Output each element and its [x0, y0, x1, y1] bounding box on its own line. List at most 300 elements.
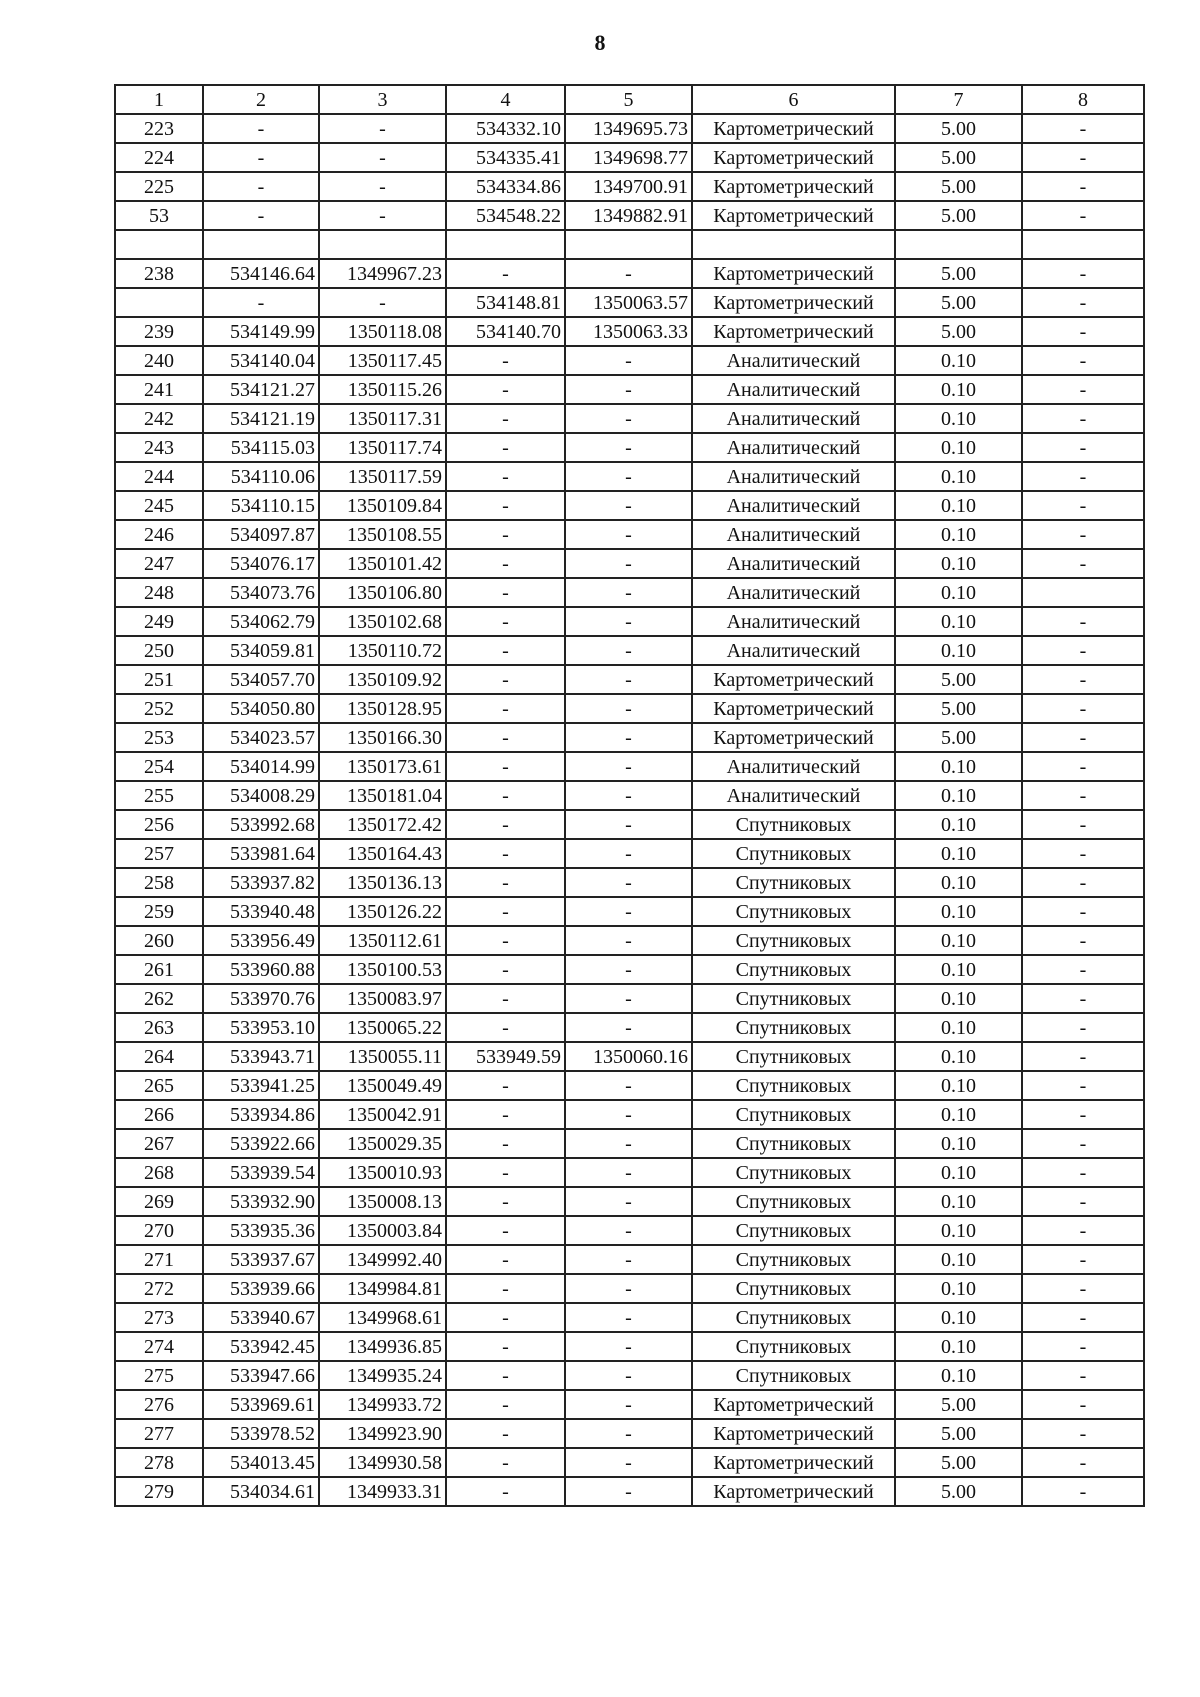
- table-row: [115, 1216, 1144, 1245]
- method-cell: Спутниковых: [692, 1216, 895, 1245]
- point-number-cell: 255: [115, 781, 203, 810]
- description-cell: -: [1022, 1332, 1144, 1361]
- x-existing-cell: 534121.27: [203, 375, 319, 404]
- x-new-cell: -: [446, 984, 565, 1013]
- y-existing-cell: 1350102.68: [319, 607, 446, 636]
- accuracy-cell: 0.10: [895, 781, 1022, 810]
- y-existing-cell: 1350109.92: [319, 665, 446, 694]
- description-cell: -: [1022, 926, 1144, 955]
- y-new-cell: -: [565, 1158, 692, 1187]
- table-header: [115, 85, 1144, 114]
- table-row: [115, 984, 1144, 1013]
- x-existing-cell: 533969.61: [203, 1390, 319, 1419]
- description-cell: -: [1022, 114, 1144, 143]
- table-row: [115, 143, 1144, 172]
- table-row: [115, 665, 1144, 694]
- method-cell: Спутниковых: [692, 810, 895, 839]
- table-row: [115, 172, 1144, 201]
- method-cell: Картометрический: [692, 1477, 895, 1506]
- x-new-cell: -: [446, 868, 565, 897]
- y-new-cell: [565, 230, 692, 259]
- point-number-cell: 257: [115, 839, 203, 868]
- x-existing-cell: 533981.64: [203, 839, 319, 868]
- x-existing-cell: -: [203, 288, 319, 317]
- x-existing-cell: -: [203, 172, 319, 201]
- y-existing-cell: 1350117.31: [319, 404, 446, 433]
- method-cell: Картометрический: [692, 143, 895, 172]
- y-existing-cell: 1350100.53: [319, 955, 446, 984]
- y-new-cell: -: [565, 1332, 692, 1361]
- x-new-cell: -: [446, 1129, 565, 1158]
- point-number-cell: 252: [115, 694, 203, 723]
- description-cell: -: [1022, 1216, 1144, 1245]
- x-existing-cell: 533939.54: [203, 1158, 319, 1187]
- table-row: [115, 1477, 1144, 1506]
- table-row: [115, 462, 1144, 491]
- point-number-cell: 258: [115, 868, 203, 897]
- accuracy-cell: 5.00: [895, 143, 1022, 172]
- accuracy-cell: 5.00: [895, 317, 1022, 346]
- table-row: [115, 781, 1144, 810]
- method-cell: Спутниковых: [692, 984, 895, 1013]
- method-cell: Аналитический: [692, 578, 895, 607]
- x-new-cell: -: [446, 1332, 565, 1361]
- accuracy-cell: 0.10: [895, 1158, 1022, 1187]
- header-row: [115, 85, 1144, 114]
- y-new-cell: -: [565, 723, 692, 752]
- accuracy-cell: 0.10: [895, 1071, 1022, 1100]
- x-new-cell: -: [446, 578, 565, 607]
- method-cell: Спутниковых: [692, 955, 895, 984]
- method-cell: Картометрический: [692, 723, 895, 752]
- accuracy-cell: 0.10: [895, 549, 1022, 578]
- method-cell: Аналитический: [692, 404, 895, 433]
- y-new-cell: -: [565, 984, 692, 1013]
- y-new-cell: -: [565, 1419, 692, 1448]
- table-row: [115, 1390, 1144, 1419]
- table-row: [115, 897, 1144, 926]
- method-cell: Картометрический: [692, 1448, 895, 1477]
- point-number-cell: 274: [115, 1332, 203, 1361]
- y-existing-cell: 1350126.22: [319, 897, 446, 926]
- point-number-cell: 225: [115, 172, 203, 201]
- y-new-cell: -: [565, 375, 692, 404]
- x-new-cell: -: [446, 694, 565, 723]
- y-new-cell: -: [565, 1245, 692, 1274]
- description-cell: -: [1022, 375, 1144, 404]
- table-row: [115, 1100, 1144, 1129]
- y-new-cell: -: [565, 1361, 692, 1390]
- y-existing-cell: -: [319, 288, 446, 317]
- accuracy-cell: 0.10: [895, 607, 1022, 636]
- table-row: [115, 1303, 1144, 1332]
- x-new-cell: -: [446, 1274, 565, 1303]
- x-new-cell: -: [446, 607, 565, 636]
- y-existing-cell: 1349930.58: [319, 1448, 446, 1477]
- y-existing-cell: 1350117.45: [319, 346, 446, 375]
- y-existing-cell: 1350003.84: [319, 1216, 446, 1245]
- x-new-cell: -: [446, 955, 565, 984]
- method-cell: Картометрический: [692, 259, 895, 288]
- description-cell: -: [1022, 839, 1144, 868]
- y-existing-cell: 1350110.72: [319, 636, 446, 665]
- description-cell: -: [1022, 752, 1144, 781]
- x-new-cell: -: [446, 1071, 565, 1100]
- x-existing-cell: 533940.67: [203, 1303, 319, 1332]
- y-new-cell: -: [565, 926, 692, 955]
- point-number-cell: 244: [115, 462, 203, 491]
- x-existing-cell: 533937.82: [203, 868, 319, 897]
- y-new-cell: -: [565, 1274, 692, 1303]
- accuracy-cell: 0.10: [895, 1245, 1022, 1274]
- y-existing-cell: 1350010.93: [319, 1158, 446, 1187]
- y-existing-cell: -: [319, 143, 446, 172]
- table-row: [115, 752, 1144, 781]
- point-number-cell: 270: [115, 1216, 203, 1245]
- point-number-cell: 247: [115, 549, 203, 578]
- method-cell: Аналитический: [692, 607, 895, 636]
- description-cell: -: [1022, 1071, 1144, 1100]
- x-existing-cell: 534062.79: [203, 607, 319, 636]
- method-cell: Картометрический: [692, 694, 895, 723]
- point-number-cell: 241: [115, 375, 203, 404]
- x-new-cell: -: [446, 433, 565, 462]
- accuracy-cell: 0.10: [895, 1013, 1022, 1042]
- y-existing-cell: 1350029.35: [319, 1129, 446, 1158]
- table-row: [115, 694, 1144, 723]
- x-new-cell: -: [446, 491, 565, 520]
- method-cell: Спутниковых: [692, 897, 895, 926]
- x-new-cell: -: [446, 259, 565, 288]
- description-cell: -: [1022, 1448, 1144, 1477]
- method-cell: Картометрический: [692, 172, 895, 201]
- method-cell: Спутниковых: [692, 1187, 895, 1216]
- y-new-cell: -: [565, 694, 692, 723]
- method-cell: Аналитический: [692, 520, 895, 549]
- y-new-cell: 1349882.91: [565, 201, 692, 230]
- y-new-cell: 1350063.33: [565, 317, 692, 346]
- y-new-cell: -: [565, 897, 692, 926]
- method-cell: Картометрический: [692, 201, 895, 230]
- description-cell: [1022, 578, 1144, 607]
- description-cell: -: [1022, 955, 1144, 984]
- table-row: [115, 1013, 1144, 1042]
- x-existing-cell: -: [203, 143, 319, 172]
- description-cell: -: [1022, 1419, 1144, 1448]
- description-cell: -: [1022, 694, 1144, 723]
- table-row: [115, 375, 1144, 404]
- point-number-cell: 243: [115, 433, 203, 462]
- point-number-cell: 253: [115, 723, 203, 752]
- table-row: [115, 1245, 1144, 1274]
- description-cell: -: [1022, 259, 1144, 288]
- column-header: 8: [1022, 85, 1144, 114]
- point-number-cell: 251: [115, 665, 203, 694]
- y-existing-cell: 1350108.55: [319, 520, 446, 549]
- point-number-cell: 271: [115, 1245, 203, 1274]
- x-existing-cell: 534076.17: [203, 549, 319, 578]
- y-new-cell: -: [565, 259, 692, 288]
- method-cell: Аналитический: [692, 549, 895, 578]
- x-existing-cell: 533935.36: [203, 1216, 319, 1245]
- y-existing-cell: 1350115.26: [319, 375, 446, 404]
- accuracy-cell: 0.10: [895, 868, 1022, 897]
- point-number-cell: 276: [115, 1390, 203, 1419]
- accuracy-cell: 0.10: [895, 1361, 1022, 1390]
- method-cell: Спутниковых: [692, 1303, 895, 1332]
- x-existing-cell: -: [203, 114, 319, 143]
- column-header: 2: [203, 85, 319, 114]
- table-row: [115, 520, 1144, 549]
- x-new-cell: -: [446, 1216, 565, 1245]
- point-number-cell: 53: [115, 201, 203, 230]
- table-row: [115, 1071, 1144, 1100]
- description-cell: -: [1022, 1390, 1144, 1419]
- description-cell: -: [1022, 723, 1144, 752]
- point-number-cell: 240: [115, 346, 203, 375]
- table-row: [115, 491, 1144, 520]
- description-cell: -: [1022, 868, 1144, 897]
- point-number-cell: 275: [115, 1361, 203, 1390]
- description-cell: [1022, 230, 1144, 259]
- y-existing-cell: 1350065.22: [319, 1013, 446, 1042]
- accuracy-cell: 0.10: [895, 839, 1022, 868]
- accuracy-cell: 5.00: [895, 694, 1022, 723]
- table-row: [115, 810, 1144, 839]
- x-new-cell: -: [446, 404, 565, 433]
- accuracy-cell: 5.00: [895, 172, 1022, 201]
- x-existing-cell: 534057.70: [203, 665, 319, 694]
- description-cell: -: [1022, 1158, 1144, 1187]
- description-cell: -: [1022, 1129, 1144, 1158]
- y-new-cell: -: [565, 462, 692, 491]
- description-cell: -: [1022, 520, 1144, 549]
- y-new-cell: -: [565, 839, 692, 868]
- x-new-cell: 533949.59: [446, 1042, 565, 1071]
- accuracy-cell: 0.10: [895, 1216, 1022, 1245]
- description-cell: -: [1022, 607, 1144, 636]
- x-new-cell: -: [446, 839, 565, 868]
- x-new-cell: -: [446, 1100, 565, 1129]
- x-existing-cell: 534115.03: [203, 433, 319, 462]
- table-row: [115, 1419, 1144, 1448]
- table-row: [115, 839, 1144, 868]
- x-new-cell: 534334.86: [446, 172, 565, 201]
- method-cell: Аналитический: [692, 781, 895, 810]
- table-row: [115, 404, 1144, 433]
- x-new-cell: -: [446, 549, 565, 578]
- description-cell: -: [1022, 404, 1144, 433]
- accuracy-cell: 5.00: [895, 1419, 1022, 1448]
- accuracy-cell: 0.10: [895, 984, 1022, 1013]
- x-existing-cell: 533942.45: [203, 1332, 319, 1361]
- x-existing-cell: 534023.57: [203, 723, 319, 752]
- point-number-cell: 256: [115, 810, 203, 839]
- point-number-cell: 277: [115, 1419, 203, 1448]
- y-existing-cell: 1349968.61: [319, 1303, 446, 1332]
- y-existing-cell: 1350181.04: [319, 781, 446, 810]
- accuracy-cell: 0.10: [895, 897, 1022, 926]
- x-new-cell: 534332.10: [446, 114, 565, 143]
- y-new-cell: -: [565, 1100, 692, 1129]
- x-existing-cell: 534050.80: [203, 694, 319, 723]
- accuracy-cell: 0.10: [895, 1332, 1022, 1361]
- x-existing-cell: 534097.87: [203, 520, 319, 549]
- accuracy-cell: 5.00: [895, 259, 1022, 288]
- x-new-cell: -: [446, 723, 565, 752]
- y-existing-cell: 1350164.43: [319, 839, 446, 868]
- x-new-cell: -: [446, 1361, 565, 1390]
- method-cell: Спутниковых: [692, 1332, 895, 1361]
- description-cell: -: [1022, 665, 1144, 694]
- point-number-cell: 248: [115, 578, 203, 607]
- description-cell: -: [1022, 201, 1144, 230]
- description-cell: -: [1022, 1477, 1144, 1506]
- table-row: [115, 1042, 1144, 1071]
- y-new-cell: -: [565, 636, 692, 665]
- y-existing-cell: 1350117.74: [319, 433, 446, 462]
- accuracy-cell: 0.10: [895, 926, 1022, 955]
- accuracy-cell: 0.10: [895, 1042, 1022, 1071]
- accuracy-cell: 5.00: [895, 723, 1022, 752]
- method-cell: Картометрический: [692, 1419, 895, 1448]
- x-new-cell: -: [446, 636, 565, 665]
- table-body: [115, 114, 1144, 1506]
- x-new-cell: -: [446, 752, 565, 781]
- x-new-cell: -: [446, 810, 565, 839]
- accuracy-cell: 5.00: [895, 288, 1022, 317]
- y-new-cell: -: [565, 1216, 692, 1245]
- point-number-cell: 264: [115, 1042, 203, 1071]
- method-cell: Аналитический: [692, 491, 895, 520]
- point-number-cell: 250: [115, 636, 203, 665]
- y-existing-cell: 1350166.30: [319, 723, 446, 752]
- point-number-cell: 242: [115, 404, 203, 433]
- accuracy-cell: 5.00: [895, 1390, 1022, 1419]
- method-cell: Спутниковых: [692, 839, 895, 868]
- x-new-cell: -: [446, 897, 565, 926]
- method-cell: Спутниковых: [692, 1042, 895, 1071]
- y-existing-cell: 1350112.61: [319, 926, 446, 955]
- column-header: 3: [319, 85, 446, 114]
- accuracy-cell: 0.10: [895, 752, 1022, 781]
- y-new-cell: 1349698.77: [565, 143, 692, 172]
- x-existing-cell: 534059.81: [203, 636, 319, 665]
- x-existing-cell: 533941.25: [203, 1071, 319, 1100]
- method-cell: Аналитический: [692, 375, 895, 404]
- table-row: [115, 578, 1144, 607]
- accuracy-cell: 0.10: [895, 433, 1022, 462]
- table-row: [115, 230, 1144, 259]
- method-cell: Спутниковых: [692, 1245, 895, 1274]
- x-existing-cell: 533992.68: [203, 810, 319, 839]
- y-new-cell: -: [565, 1448, 692, 1477]
- y-existing-cell: 1350101.42: [319, 549, 446, 578]
- x-existing-cell: 534110.06: [203, 462, 319, 491]
- x-new-cell: -: [446, 926, 565, 955]
- point-number-cell: 246: [115, 520, 203, 549]
- y-existing-cell: 1350049.49: [319, 1071, 446, 1100]
- point-number-cell: 261: [115, 955, 203, 984]
- y-new-cell: -: [565, 549, 692, 578]
- description-cell: -: [1022, 288, 1144, 317]
- accuracy-cell: 0.10: [895, 1303, 1022, 1332]
- description-cell: -: [1022, 781, 1144, 810]
- x-existing-cell: 533947.66: [203, 1361, 319, 1390]
- point-number-cell: 260: [115, 926, 203, 955]
- point-number-cell: 267: [115, 1129, 203, 1158]
- table-row: [115, 317, 1144, 346]
- accuracy-cell: 0.10: [895, 810, 1022, 839]
- y-existing-cell: 1349967.23: [319, 259, 446, 288]
- accuracy-cell: 5.00: [895, 114, 1022, 143]
- description-cell: -: [1022, 1042, 1144, 1071]
- x-new-cell: -: [446, 462, 565, 491]
- description-cell: -: [1022, 1274, 1144, 1303]
- y-existing-cell: 1349992.40: [319, 1245, 446, 1274]
- table-row: [115, 723, 1144, 752]
- column-header: 7: [895, 85, 1022, 114]
- y-existing-cell: 1350109.84: [319, 491, 446, 520]
- y-existing-cell: 1350055.11: [319, 1042, 446, 1071]
- point-number-cell: 278: [115, 1448, 203, 1477]
- point-number-cell: [115, 230, 203, 259]
- x-existing-cell: 534149.99: [203, 317, 319, 346]
- description-cell: -: [1022, 1013, 1144, 1042]
- method-cell: Аналитический: [692, 346, 895, 375]
- x-existing-cell: 533956.49: [203, 926, 319, 955]
- method-cell: Спутниковых: [692, 1100, 895, 1129]
- y-existing-cell: 1350173.61: [319, 752, 446, 781]
- accuracy-cell: 0.10: [895, 1129, 1022, 1158]
- table-row: [115, 288, 1144, 317]
- accuracy-cell: 5.00: [895, 1477, 1022, 1506]
- description-cell: -: [1022, 1303, 1144, 1332]
- y-new-cell: 1349700.91: [565, 172, 692, 201]
- x-new-cell: -: [446, 346, 565, 375]
- accuracy-cell: 0.10: [895, 955, 1022, 984]
- x-new-cell: -: [446, 1158, 565, 1187]
- y-existing-cell: [319, 230, 446, 259]
- point-number-cell: 279: [115, 1477, 203, 1506]
- x-existing-cell: 533934.86: [203, 1100, 319, 1129]
- accuracy-cell: 0.10: [895, 578, 1022, 607]
- x-existing-cell: -: [203, 201, 319, 230]
- y-new-cell: -: [565, 1129, 692, 1158]
- point-number-cell: 272: [115, 1274, 203, 1303]
- x-existing-cell: 533932.90: [203, 1187, 319, 1216]
- table-row: [115, 636, 1144, 665]
- x-existing-cell: 534014.99: [203, 752, 319, 781]
- y-existing-cell: -: [319, 201, 446, 230]
- x-existing-cell: 533953.10: [203, 1013, 319, 1042]
- description-cell: -: [1022, 549, 1144, 578]
- y-new-cell: -: [565, 578, 692, 607]
- accuracy-cell: 0.10: [895, 375, 1022, 404]
- y-existing-cell: 1350042.91: [319, 1100, 446, 1129]
- point-number-cell: 269: [115, 1187, 203, 1216]
- method-cell: Картометрический: [692, 1390, 895, 1419]
- description-cell: -: [1022, 984, 1144, 1013]
- point-number-cell: 245: [115, 491, 203, 520]
- description-cell: -: [1022, 636, 1144, 665]
- y-existing-cell: 1349933.31: [319, 1477, 446, 1506]
- x-existing-cell: 533978.52: [203, 1419, 319, 1448]
- description-cell: -: [1022, 810, 1144, 839]
- point-number-cell: 265: [115, 1071, 203, 1100]
- accuracy-cell: 0.10: [895, 1274, 1022, 1303]
- method-cell: Спутниковых: [692, 1361, 895, 1390]
